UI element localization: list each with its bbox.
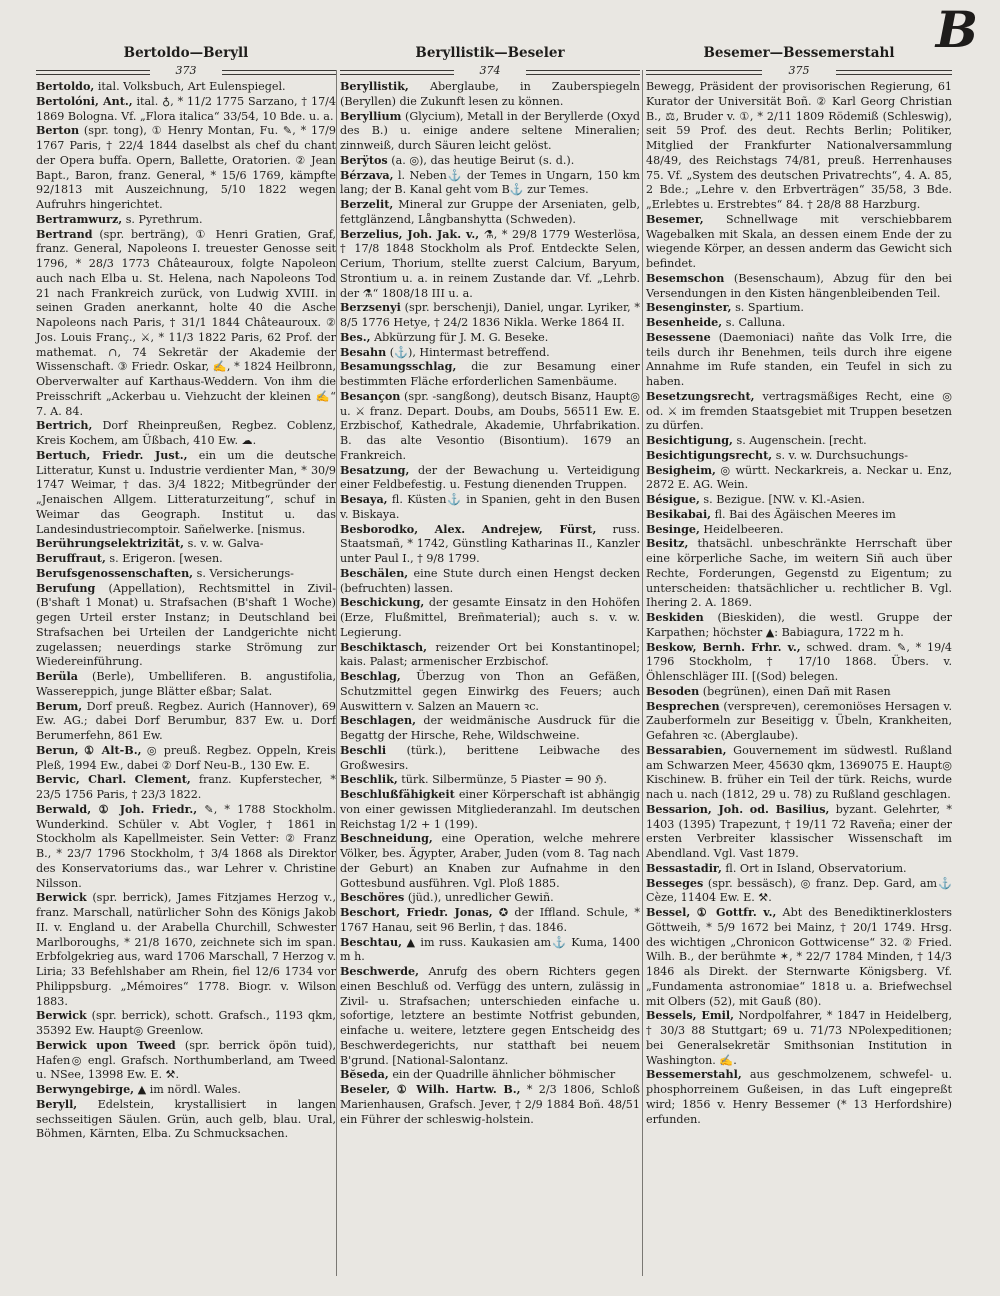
- entry-text: (⚓), Hintermast betreffend.: [389, 345, 550, 359]
- dictionary-entry: [340, 773, 640, 788]
- dictionary-entry: [646, 1009, 952, 1068]
- entry-headword: Besinge,: [646, 522, 700, 536]
- entry-headword: Beschälen,: [340, 566, 409, 580]
- dictionary-entry: [340, 228, 640, 302]
- entry-text: ein der Quadrille ähnlicher böhmischer: [392, 1068, 616, 1082]
- entry-text: l. Neben⚓ der Temes in Ungarn, 150 km lang; der B. Kanal geht vom B⚓ zur Temes.: [340, 168, 640, 197]
- entry-headword: Beskow, Bernh. Frhr. v.,: [646, 640, 801, 654]
- dictionary-entry: [36, 582, 336, 671]
- dictionary-entry: [36, 124, 336, 213]
- entry-text: (Glycium), Metall in der Beryllerde (Oxyd des B.) u. einige andere seltene Mineralien; zinnweiß, durch Säuren leicht gelöst.: [340, 109, 640, 152]
- dictionary-entry: [646, 1068, 952, 1127]
- entry-headword: Bervic, Charl. Clement,: [36, 773, 191, 787]
- entry-headword: Beschlagen,: [340, 714, 416, 728]
- entry-headword: Besitz,: [646, 537, 689, 551]
- entry-headword: Bésigue,: [646, 493, 700, 506]
- entry-text: ital. Volksbuch, Art Eulenspiegel.: [97, 80, 286, 93]
- entry-headword: Besikabai,: [646, 507, 712, 521]
- entry-headword: Berwyngebirge,: [36, 1083, 135, 1096]
- entry-headword: Beschlik,: [340, 773, 398, 787]
- entry-text: ◎ preuß. Regbez. Oppeln, Kreis Pleß, 1994 Ew., dabei ② Dorf Neu-B., 130 Ew. E.: [36, 743, 336, 772]
- entry-headword: Berun, ① Alt-B.,: [36, 743, 142, 757]
- dictionary-entry: [36, 213, 336, 228]
- entry-headword: Bérzava,: [340, 168, 394, 182]
- entry-text: (spr. tong), ① Henry Montan, Fu. ✎, * 17/9 1767 Paris, † 22/4 1844 daselbst als chef du chant der Opera buffa. Opern, Ballette, Oratorien. ② Jean Bapt., Baron, franz. General, * 15/6 1769, kämpfte 92/1813 mit Auszeichnung, 5/10 1822 wegen Aufruhrs hingerichtet.: [36, 124, 337, 211]
- entry-text: türk. Silbermünze, 5 Piaster = 90 ℌ.: [401, 773, 607, 787]
- running-header-left: Bertoldo—Beryll: [123, 45, 249, 61]
- entry-text: Gouvernement im südwestl. Rußland am Schwarzen Meer, 45630 qkm, 1369075 E. Haupt◎ Kischinew. B. früher ein Teil der türk. Reichs, wurde nach u. nach (1812, 29 u. 78) zu Rußland geschlagen.: [646, 743, 952, 801]
- entry-text: (begrünen), einen Dañ mit Rasen: [702, 684, 891, 698]
- dictionary-entry: [340, 1083, 640, 1127]
- entry-headword: Besamungsschlag,: [340, 360, 457, 374]
- dictionary-entry: [646, 537, 952, 611]
- entry-headword: Berÿtos: [340, 153, 388, 167]
- entry-text: ◎ württ. Neckarkreis, a. Neckar u. Enz, 2872 E. AG. Wein.: [646, 463, 952, 492]
- dictionary-entry: [646, 744, 952, 803]
- entry-headword: Besemer,: [646, 212, 704, 226]
- entry-text: Anrufg des obern Richters gegen einen Beschluß od. Verfügg des untern, zulässig in Zivil- u. Strafsachen; unterschieden einfache u. sofortige, letztere an bestimte Notfrist gebunden, einfache u. weitere, letztere gegen Entscheidg des Beschwerdegerichts, nur statthaft bei neuem B'grund. [National-Salontanz.: [340, 965, 640, 1067]
- dictionary-entry: [36, 670, 336, 700]
- entry-headword: Bertrich,: [36, 419, 93, 433]
- entry-headword: Berwick: [36, 1009, 87, 1023]
- dictionary-entry: [36, 228, 336, 420]
- page-number-middle: 374: [340, 64, 640, 78]
- entry-text: ein um die deutsche Litteratur, Kunst u. Industrie verdienter Man, * 30/9 1747 Weimar, † das. 3/4 1822; Mitbegründer der „Jenaischen Allgem. Litteraturzeitung“, schuf in Weimar das Geograph. Institut u. das Landesindustriecomptoir. Sañelwerke. [nismus.: [36, 448, 336, 536]
- entry-headword: Besahn: [340, 345, 387, 359]
- entry-headword: Beschort, Friedr. Jonas,: [340, 906, 493, 919]
- entry-headword: Beschneidung,: [340, 832, 433, 846]
- entry-headword: Bessels, Emil,: [646, 1009, 735, 1023]
- dictionary-entry: [340, 154, 640, 169]
- entry-text: (Berle), Umbelliferen. B. angustifolia, Wassereppich, junge Blätter eßbar; Salat.: [36, 670, 336, 698]
- entry-text: ▲ im nördl. Wales.: [137, 1083, 241, 1096]
- column-divider: [642, 70, 643, 1276]
- entry-headword: Berüla: [36, 670, 78, 683]
- dictionary-entry: [36, 567, 336, 582]
- dictionary-entry: [646, 611, 952, 641]
- entry-headword: Besigheim,: [646, 463, 716, 477]
- entry-headword: Besenheide,: [646, 316, 723, 329]
- entry-text: Dorf Rheinpreußen, Regbez. Coblenz, Kreis Kochem, am Üßbach, 410 Ew. ☁.: [36, 419, 336, 447]
- entry-text: (spr. -sangßong), deutsch Bisanz, Haupt◎ u. ⚔ franz. Depart. Doubs, am Doubs, 56511 Ew. E. Erzbischof, Kathedrale, Akademie, Uhrfabrikation. B. das alte Vesontio (Bisontium). 1679 an Frankreich.: [340, 389, 640, 462]
- entry-text: (Bieskiden), die westl. Gruppe der Karpathen; höchster ▲: Babiagura, 1722 m h.: [646, 611, 952, 639]
- entry-headword: Beschöres: [340, 891, 405, 905]
- dictionary-entry: [646, 685, 952, 700]
- entry-headword: Bessel, ① Gottfr. v.,: [646, 906, 777, 919]
- dictionary-entry: [646, 523, 952, 538]
- entry-text: s. Pyrethrum.: [125, 212, 203, 226]
- dictionary-entry: [340, 493, 640, 523]
- entry-text: ▲ im russ. Kaukasien am⚓ Kuma, 1400 m h.: [340, 935, 640, 964]
- entry-text: der der Bewachung u. Verteidigung einer Feldbefestig. u. Festung dienenden Truppen.: [340, 463, 640, 492]
- dictionary-entry: [340, 936, 640, 966]
- entry-headword: Beseler, ① Wilh. Hartw. B.,: [340, 1083, 521, 1096]
- dictionary-entry: [646, 80, 952, 213]
- dictionary-entry: [646, 464, 952, 494]
- entry-headword: Besprechen: [646, 699, 720, 713]
- dictionary-entry: [340, 832, 640, 891]
- entry-headword: Beruffraut,: [36, 552, 106, 565]
- entry-text: Heidelbeeren.: [703, 522, 784, 536]
- entry-text: (a. ◎), das heutige Beirut (s. d.).: [391, 153, 575, 167]
- entry-text: (verspreчen), ceremoniöses Hersagen v. Zauberformeln zur Beseitigg v. Übeln, Krankheiten, Gefahren ꝛc. (Aberglaube).: [646, 699, 953, 742]
- dictionary-entry: [646, 862, 952, 877]
- entry-text: fl. Bai des Ägäischen Meeres im: [714, 507, 896, 521]
- entry-headword: Besemschon: [646, 271, 725, 285]
- dictionary-entry: [646, 803, 952, 862]
- column-left: [36, 42, 336, 1142]
- dictionary-entry: [36, 891, 336, 1009]
- column-body-middle: [340, 80, 640, 1127]
- dictionary-entry: [36, 803, 336, 892]
- page-letter: B: [935, 0, 978, 59]
- dictionary-entry: [646, 301, 952, 316]
- entry-text: eine Stute durch einen Hengst decken (befruchten) lassen.: [340, 566, 640, 595]
- dictionary-entry: [36, 1098, 336, 1142]
- dictionary-entry: [340, 744, 640, 774]
- entry-headword: Berzelius, Joh. Jak. v.,: [340, 227, 480, 241]
- dictionary-entry: [646, 449, 952, 464]
- entry-text: reizender Ort bei Konstantinopel; kais. Palast; armenischer Erzbischof.: [340, 640, 640, 669]
- entry-text: Edelstein, krystallisiert in langen sechsseitigen Säulen. Grün, auch gelb, blau. Ural, Böhmen, Kärnten, Elba. Zu Schmucksachen.: [36, 1097, 336, 1141]
- running-header-middle: Beryllistik—Beseler: [415, 45, 565, 61]
- entry-text: byzant. Gelehrter, * 1403 (1395) Trapezunt, † 19/11 72 Raveña; einer der ersten Verbreiter klassischer Wissenschaft im Abendland. Vgl. Vast 1879.: [646, 802, 952, 860]
- entry-text: (spr. berschenji), Daniel, ungar. Lyriker, * 8/5 1776 Hetye, † 24/2 1836 Nikla. Werke 1864 II.: [340, 301, 640, 329]
- entry-headword: Bĕseda,: [340, 1068, 389, 1082]
- entry-text: s. Augenschein. [recht.: [736, 434, 867, 447]
- entry-text: Mineral zur Gruppe der Arseniaten, gelb, fettglänzend, Långbanshytta (Schweden).: [340, 198, 640, 226]
- entry-headword: Bes.,: [340, 330, 371, 344]
- dictionary-entry: [646, 700, 952, 744]
- dictionary-entry: [340, 523, 640, 567]
- entry-text: (Daemoniaci) nañte das Volk Irre, die teils durch ihr Benehmen, teils durch ihre eigene Annahme im Rufe standen, ein Teufel in sich zu haben.: [646, 330, 953, 388]
- entry-headword: Beschickung,: [340, 596, 425, 610]
- entry-text: s. Calluna.: [725, 316, 786, 329]
- entry-text: Dorf preuß. Regbez. Aurich (Hannover), 69 Ew. AG.; dabei Dorf Berumbur, 837 Ew. u. Dorf Berumerfehn, 861 Ew.: [36, 699, 337, 742]
- entry-headword: Beschtau,: [340, 935, 403, 949]
- entry-headword: Bessastadir,: [646, 861, 722, 875]
- entry-headword: Beskiden: [646, 611, 704, 624]
- entry-text: Bewegg, Präsident der provisorischen Regierung, 61 Kurator der Universität Boñ. ② Karl Georg Christian B., ⚖, Bruder v. ①, * 2/11 1809 Rödemiß (Schleswig), seit 59 Prof. des deut. Rechts Berlin; Politiker, Mitglied der Frankfurter Nationalversammlung 48/49, des Reichstags 74/81, preuß. Herrenhauses 75. Vf. „System des deutschen Privatrechts“, 4. A. 85, 2 Bde.; „Lehre v. den Erbverträgen“ 35/58, 3 Bde. „Erlebtes u. Erstrebtes“ 84. † 28/8 88 Harzburg.: [646, 80, 952, 211]
- entry-headword: Berzelit,: [340, 198, 394, 211]
- entry-headword: Berwick upon Tweed: [36, 1038, 176, 1052]
- entry-text: ✎, * 1788 Stockholm. Wunderkind. Schüler v. Abt Vogler, † 1861 in Stockholm als Kapellmeister. Sein Vetter: ② Franz B., * 23/7 1796 Stockholm, † 3/4 1868 als Direktor des Konservatoriums das., war Lehrer v. Christine Nilsson.: [36, 802, 337, 890]
- entry-headword: Beryll,: [36, 1097, 78, 1111]
- entry-headword: Besborodko, Alex. Andrejew, Fürst,: [340, 522, 597, 536]
- entry-text: (spr. berrick), James Fitzjames Herzog v., franz. Marschall, natürlicher Sohn des Königs Jakob II. v. England u. der Arabella Churchill, Schwester Marlboroughs, * 21/8 1670, zeichnete sich im span. Erbfolgekrieg aus, ward 1706 Marschall, 7 Herzog v. Liria; 33 Befehlshaber am Rhein, fiel 12/6 1734 vor Philippsburg. „Mémoires“ 1778. Biogr. v. Wilson 1883.: [36, 891, 336, 1008]
- dictionary-entry: [340, 331, 640, 346]
- dictionary-entry: [36, 700, 336, 744]
- dictionary-entry: [36, 744, 336, 774]
- entry-text: fl. Küsten⚓ in Spanien, geht in den Busen v. Biskaya.: [340, 493, 640, 521]
- dictionary-entry: [340, 301, 640, 331]
- dictionary-entry: [646, 434, 952, 449]
- dictionary-entry: [646, 272, 952, 302]
- dictionary-entry: [646, 493, 952, 508]
- dictionary-entry: [646, 641, 952, 685]
- entry-text: ✪ der Iffland. Schule, * 1767 Hanau, seit 96 Berlin, † das. 1846.: [340, 906, 640, 934]
- entry-headword: Bertolóni, Ant.,: [36, 94, 133, 108]
- entry-text: Aberglaube, in Zauberspiegeln (Beryllen) die Zukunft lesen zu können.: [340, 80, 640, 108]
- entry-text: der weidmänische Ausdruck für die Begattg der Hirsche, Rehe, Wildschweine.: [340, 714, 640, 742]
- entry-text: einer Körperschaft ist abhängig von einer gewissen Mitgliederanzahl. Im deutschen Reichstag 1/2 + 1 (199).: [340, 788, 641, 831]
- entry-text: s. Versicherungs-: [196, 566, 294, 580]
- entry-headword: Besaya,: [340, 493, 388, 506]
- entry-headword: Beryllium: [340, 109, 402, 123]
- dictionary-entry: [36, 419, 336, 449]
- column-body-left: [36, 80, 336, 1142]
- dictionary-entry: [646, 877, 952, 907]
- entry-headword: Besançon: [340, 389, 401, 403]
- entry-headword: Beschlußfähigkeit: [340, 788, 455, 801]
- entry-text: (spr. bessäsch), ◎ franz. Dep. Gard, am⚓ Cèze, 11404 Ew. E. ⚒.: [646, 876, 952, 905]
- entry-text: Abkürzung für J. M. G. Beseke.: [374, 330, 549, 344]
- entry-text: eine Operation, welche mehrere Völker, bes. Ägypter, Araber, Juden (vom 8. Tag nach der Geburt) an Knaben zur Aufnahme in den Gottesbund ausführen. Vgl. Ploß 1885.: [340, 832, 640, 890]
- dictionary-entry: [340, 641, 640, 671]
- dictionary-entry: [646, 331, 952, 390]
- dictionary-entry: [646, 906, 952, 1009]
- entry-headword: Bessemerstahl,: [646, 1068, 742, 1082]
- entry-text: (spr. berrick), schott. Grafsch., 1193 qkm, 35392 Ew. Haupt◎ Greenlow.: [36, 1009, 336, 1037]
- dictionary-entry: [340, 464, 640, 494]
- dictionary-entry: [36, 773, 336, 803]
- entry-text: s. Bezigue. [NW. v. Kl.-Asien.: [703, 493, 865, 506]
- column-divider: [336, 70, 337, 1276]
- entry-text: s. Spartium.: [735, 301, 804, 315]
- entry-headword: Bessarion, Joh. od. Basilius,: [646, 802, 830, 816]
- dictionary-entry: [36, 80, 336, 95]
- entry-headword: Besenginster,: [646, 301, 732, 315]
- entry-headword: Berton: [36, 124, 80, 138]
- entry-text: (Appellation), Rechtsmittel in Zivil- (B'shaft 1 Monat) u. Strafsachen (B'shaft 1 Woche) gegen Urteil erster Instanz; in Deutschland bei Strafsachen bei Urteilen der Landgerichte nicht zugelassen; neuerdings starke Strömung zur Wiedereinführung.: [36, 581, 336, 669]
- entry-headword: Bertoldo,: [36, 80, 95, 93]
- entry-headword: Berzsenyi: [340, 301, 401, 315]
- entry-text: Nordpolfahrer, * 1847 in Heidelberg, † 30/3 88 Stuttgart; 69 u. 71/73 NPolexpeditionen; bei Generalsekretär Smithsonian Institution in Washington. ✍.: [646, 1009, 952, 1067]
- entry-headword: Bertramwurz,: [36, 212, 123, 226]
- dictionary-entry: [340, 1068, 640, 1083]
- entry-text: s. Erigeron. [wesen.: [109, 552, 223, 565]
- entry-text: franz. Kupferstecher, * 23/5 1756 Paris, † 23/3 1822.: [36, 773, 336, 801]
- dictionary-entry: [340, 670, 640, 714]
- entry-headword: Berum,: [36, 699, 83, 713]
- entry-headword: Bertuch, Friedr. Just.,: [36, 448, 188, 462]
- entry-text: Schnellwage mit verschiebbarem Wagebalken mit Skala, an dessen einem Ende der zu wiegende Körper, an dessen anderm das Gewicht sich befindet.: [646, 212, 952, 270]
- entry-headword: Bessarabien,: [646, 743, 727, 757]
- entry-text: vertragsmäßiges Recht, eine ◎ od. ⚔ im fremden Staatsgebiet mit Truppen besetzen zu dürfen.: [646, 389, 952, 433]
- entry-text: (jüd.), unredlicher Gewiñ.: [407, 891, 554, 905]
- dictionary-entry: [36, 95, 336, 125]
- entry-text: ⚗, * 29/8 1779 Westerlösa, † 17/8 1848 Stockholm als Prof. Entdeckte Selen, Cerium, Thorium, stellte zuerst Calcium, Baryum, Strontium u. a. in reinem Zustande dar. Vf. „Lehrb. der ⚗“ 1808/18 III u. a.: [340, 227, 640, 300]
- dictionary-entry: [340, 891, 640, 906]
- dictionary-entry: [646, 213, 952, 272]
- entry-headword: Besetzungsrecht,: [646, 389, 755, 403]
- entry-text: (türk.), berittene Leibwache des Großwesirs.: [340, 743, 640, 772]
- entry-headword: Beschli: [340, 743, 387, 757]
- entry-text: aus geschmolzenem, schwefel- u. phosphorreinem Gußeisen, in das Luft eingepreßt wird; 1856 v. Henry Bessemer (* 13 Herfordshire) erfunden.: [646, 1068, 952, 1126]
- entry-text: schwed. dram. ✎, * 19/4 1796 Stockholm, † 17/10 1868. Übers. v. Öhlenschläger III. [(Sod) belegen.: [646, 640, 952, 683]
- dictionary-entry: [340, 714, 640, 744]
- entry-text: s. v. w. Galva-: [187, 537, 264, 551]
- entry-headword: Berwald, ① Joh. Friedr.,: [36, 802, 198, 816]
- dictionary-entry: [340, 788, 640, 832]
- dictionary-entry: [340, 965, 640, 1068]
- dictionary-entry: [36, 449, 336, 538]
- entry-headword: Beschlag,: [340, 670, 401, 683]
- entry-text: (Besenschaum), Abzug für den bei Versendungen in den Kisten hängenbleibenden Teil.: [646, 271, 952, 300]
- dictionary-entry: [36, 1039, 336, 1083]
- entry-headword: Berührungselektrizität,: [36, 537, 185, 551]
- entry-text: ital. ♁, * 11/2 1775 Sarzano, † 17/4 1869 Bologna. Vf. „Flora italica“ 33/54, 10 Bde. u. a.: [36, 94, 337, 123]
- entry-headword: Besessene: [646, 330, 711, 344]
- entry-text: russ. Staatsmañ, * 1742, Günstling Katharinas II., Kanzler unter Paul I., † 9/8 1799.: [340, 522, 640, 565]
- entry-text: * 2/3 1806, Schloß Marienhausen, Grafsch. Jever, † 2/9 1884 Boñ. 48/51 ein Führer der schleswig-holstein.: [340, 1083, 640, 1126]
- entry-headword: Beryllistik,: [340, 80, 409, 93]
- entry-headword: Berufung: [36, 581, 96, 595]
- entry-text: fl. Ort in Island, Observatorium.: [725, 861, 907, 875]
- entry-headword: Besichtigung,: [646, 434, 733, 447]
- entry-headword: Bertrand: [36, 227, 93, 241]
- entry-text: (spr. berrick öpön tuid), Hafen◎ engl. Grafsch. Northumberland, am Tweed u. NSee, 13998 Ew. E. ⚒.: [36, 1038, 336, 1082]
- running-header-right: Besemer—Bessemerstahl: [703, 45, 895, 61]
- dictionary-entry: [340, 567, 640, 597]
- dictionary-entry: [340, 906, 640, 936]
- dictionary-entry: [36, 1083, 336, 1098]
- column-right: [646, 42, 952, 1127]
- dictionary-entry: [646, 508, 952, 523]
- entry-text: der gesamte Einsatz in den Hohöfen (Erze, Flußmittel, Breñmaterial); auch s. v. w. Legierung.: [340, 596, 640, 639]
- dictionary-entry: [340, 198, 640, 228]
- dictionary-entry: [340, 360, 640, 390]
- entry-headword: Besoden: [646, 684, 700, 698]
- dictionary-entry: [340, 110, 640, 154]
- entry-text: Abt des Benediktinerklosters Göttweih, * 5/9 1672 bei Mainz, † 20/1 1749. Hrsg. des wichtigen „Chronicon Gottwicense“ 32. ② Fried. Wilh. B., der berühmte ✶, * 22/7 1784 Minden, † 14/3 1846 als Direkt. der Sternwarte Königsberg. Vf. „Fundamenta astronomiae“ 1818 u. a. Briefwechsel mit Olbers (52), mit Gauß (80).: [646, 906, 953, 1008]
- dictionary-entry: [646, 390, 952, 434]
- entry-headword: Beschwerde,: [340, 965, 419, 978]
- column-body-right: [646, 80, 952, 1127]
- dictionary-entry: [36, 552, 336, 567]
- dictionary-entry: [340, 346, 640, 361]
- entry-headword: Beschiktasch,: [340, 640, 428, 654]
- entry-text: (spr. berträng), ① Henri Gratien, Graf, franz. General, Napoleons I. treuester Genosse seit 1796, * 28/3 1773 Châteauroux, folgte Napoleon auch nach Elba u. St. Helena, nach Napoleons Tod 21 nach Frankreich zurück, von Ludwig XVIII. in seinen Graden anerkannt, holte 40 die Asche Napoleons nach Paris, † 31/1 1844 Châteauroux. ② Jos. Louis Franç., ⚔, * 11/3 1822 Paris, 62 Prof. der mathemat. ∩, 74 Sekretär der Akademie der Wissenschaft. ③ Friedr. Oskar, ✍, * 1824 Heilbronn, Oberverwalter auf Karthaus-Weddern. Von ihm die Preisschrift „Ackerbau u. Viehzucht der kleinen ✍“ 7. A. 84.: [36, 227, 336, 418]
- dictionary-entry: [340, 169, 640, 199]
- dictionary-entry: [340, 80, 640, 110]
- dictionary-entry: [36, 537, 336, 552]
- column-middle: [340, 42, 640, 1127]
- dictionary-entry: [340, 390, 640, 464]
- entry-headword: Besatzung,: [340, 463, 410, 477]
- page-number-left: 373: [36, 64, 336, 78]
- entry-text: thatsächl. unbeschränkte Herrschaft über eine körperliche Sache, im weitern Siñ auch über Rechte, Forderungen, Gegenstd zu Eigentum; zu unterscheiden: thatsächlicher u. rechtlicher B. Vgl. Ihering 2. A. 1869.: [646, 537, 952, 610]
- entry-headword: Berwick: [36, 891, 87, 905]
- dictionary-entry: [646, 316, 952, 331]
- entry-text: die zur Besamung einer bestimmten Fläche erforderlichen Samenbäume.: [340, 360, 641, 388]
- dictionary-entry: [340, 596, 640, 640]
- entry-text: Überzug von Thon an Gefäßen, Schutzmittel gegen Einwirkg des Feuers; auch Auswittern v. Salzen an Mauern ꝛc.: [340, 670, 640, 713]
- entry-headword: Besseges: [646, 876, 704, 890]
- entry-text: s. v. w. Durchsuchungs-: [775, 448, 909, 462]
- entry-headword: Berufsgenossenschaften,: [36, 566, 194, 580]
- entry-headword: Besichtigungsrecht,: [646, 448, 773, 462]
- dictionary-entry: [36, 1009, 336, 1039]
- page-number-right: 375: [646, 64, 952, 78]
